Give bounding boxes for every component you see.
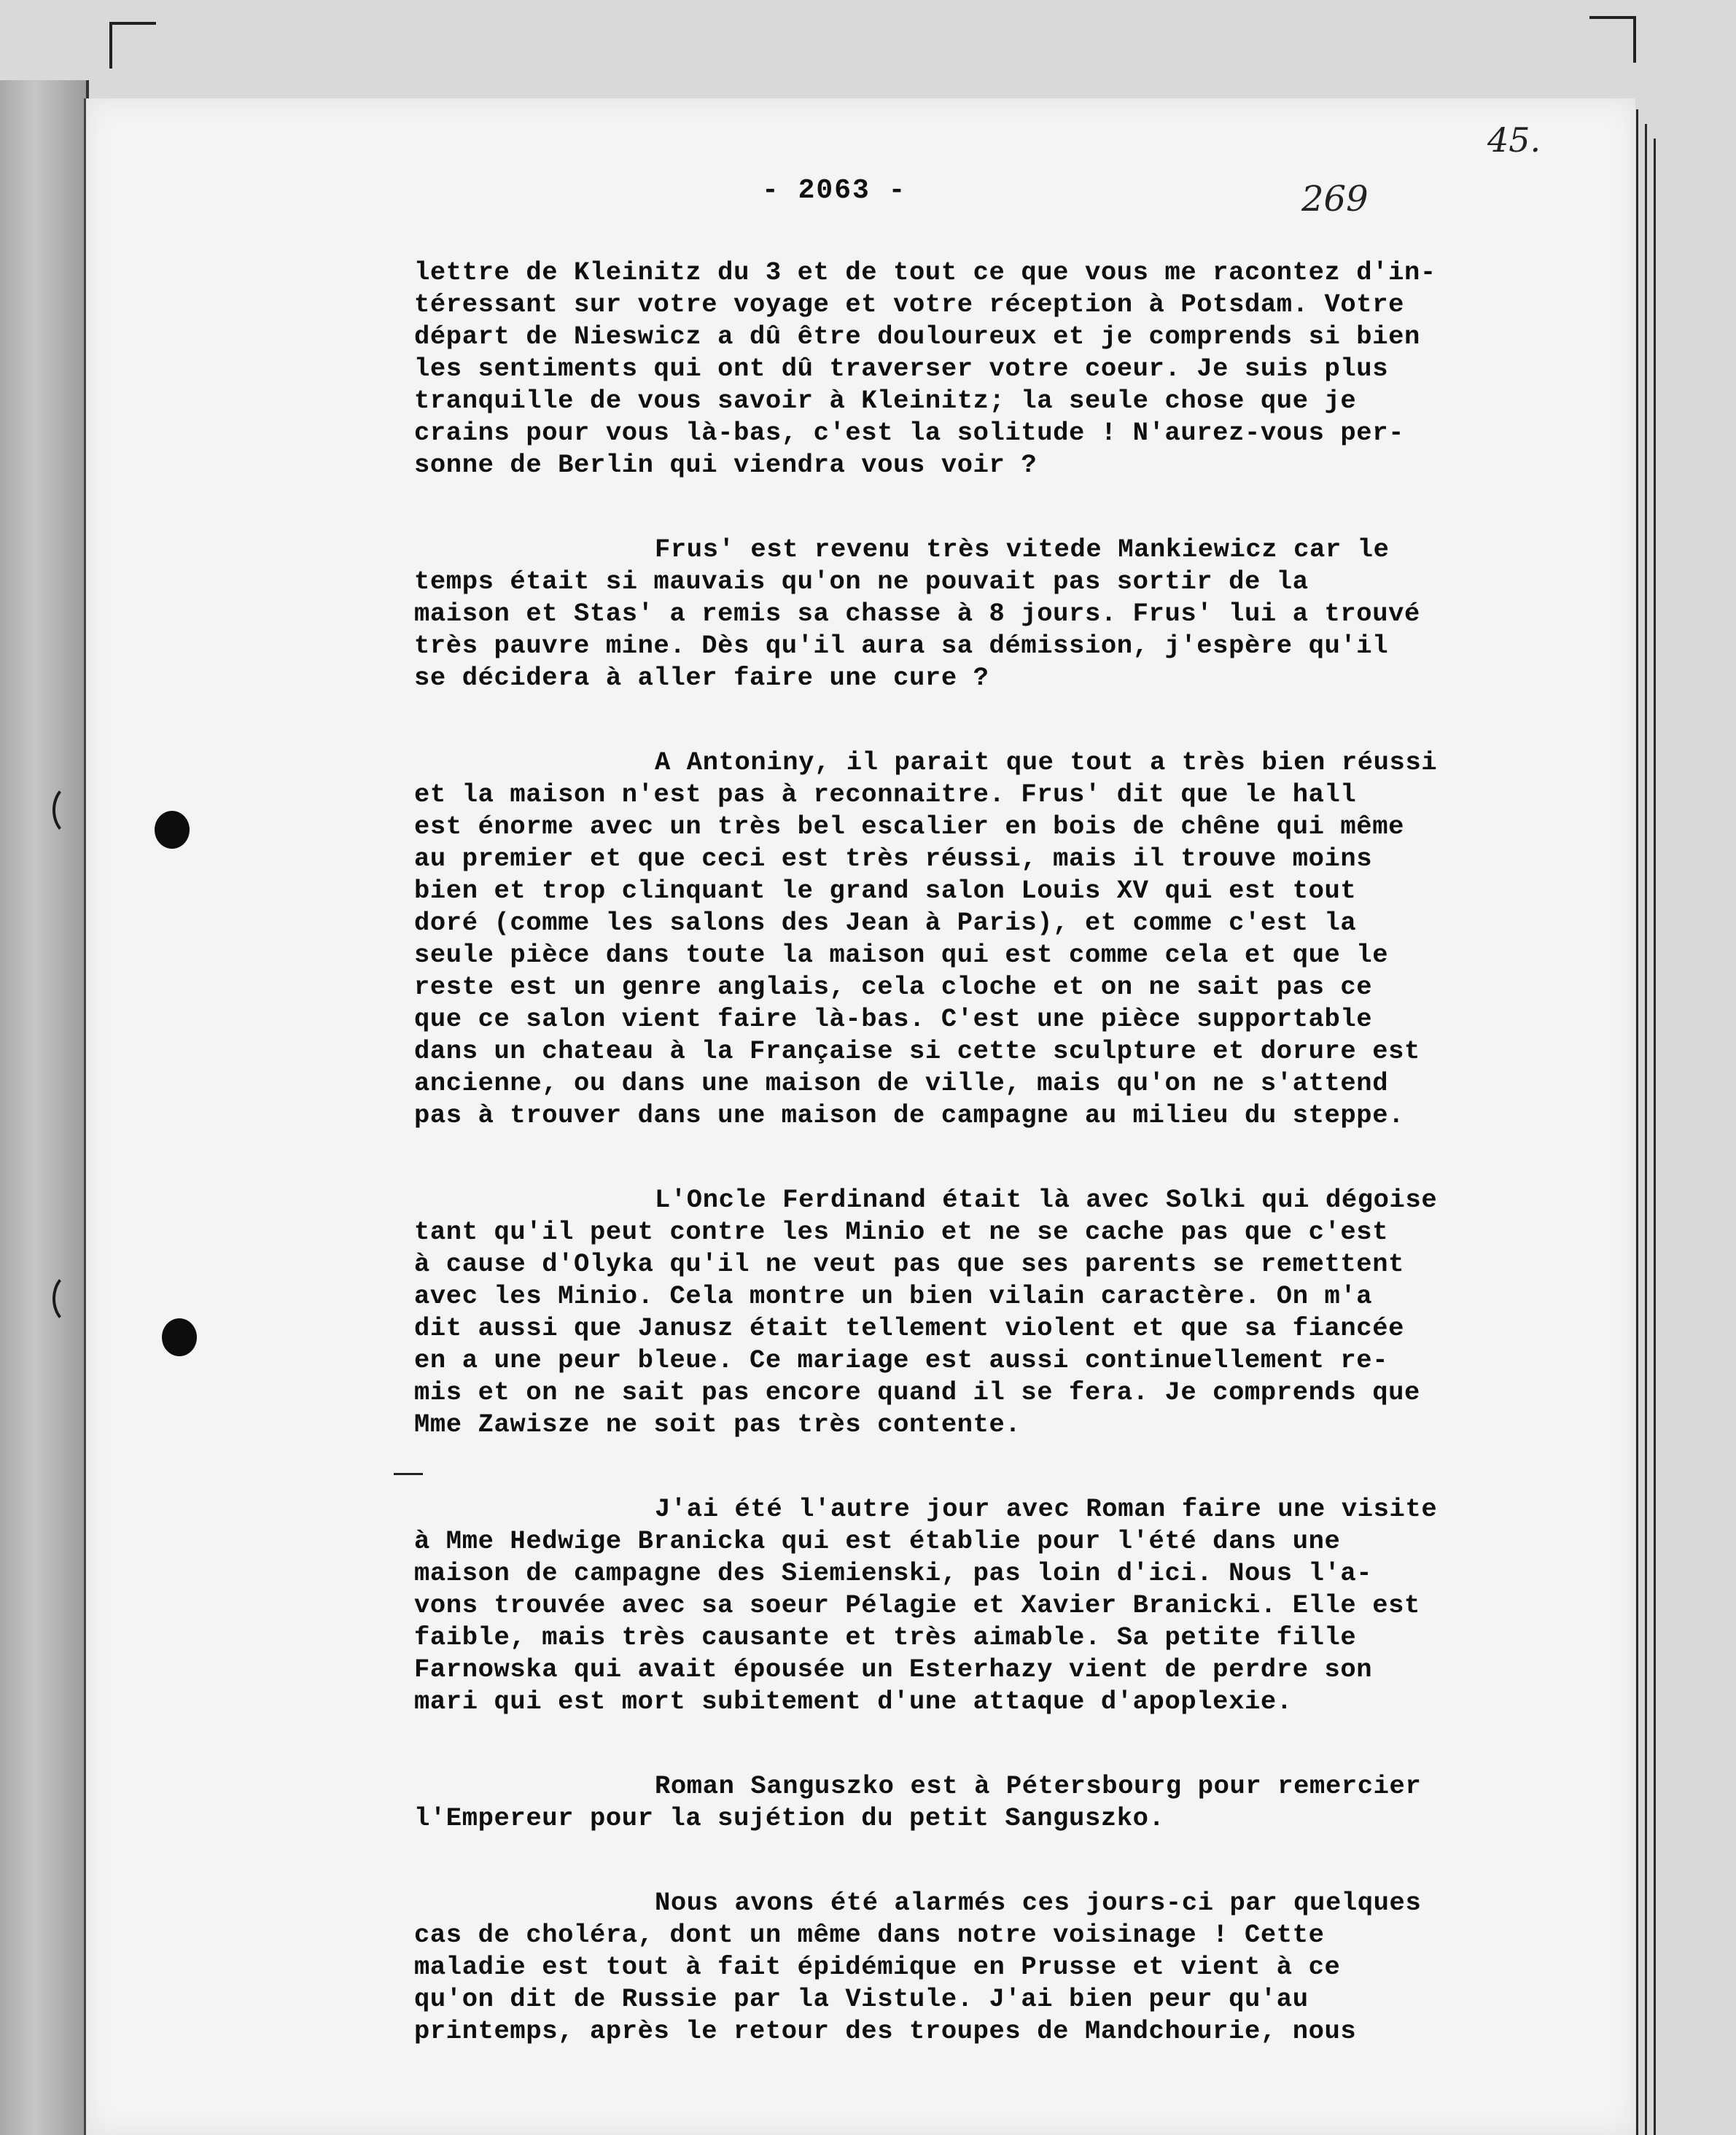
text-line: faible, mais très causante et très aimable. Sa petite fille — [414, 1622, 1357, 1652]
text-line: pas à trouver dans une maison de campagne au milieu du steppe. — [414, 1100, 1405, 1130]
text-line: L'Oncle Ferdinand était là avec Solki qui dégoise — [655, 1185, 1438, 1215]
binder-spine — [0, 80, 87, 2135]
paragraph — [414, 1493, 1617, 1718]
text-line: avec les Minio. Cela montre un bien vilain caractère. On m'a — [414, 1281, 1373, 1311]
text-line: A Antoniny, il parait que tout a très bien réussi — [655, 747, 1438, 777]
text-line: l'Empereur pour la sujétion du petit Sanguszko. — [414, 1803, 1165, 1833]
paragraph — [414, 1770, 1617, 1835]
text-line: ancienne, ou dans une maison de ville, mais qu'on ne s'attend — [414, 1068, 1389, 1098]
page-number: - 2063 - — [762, 175, 907, 206]
paragraph — [414, 257, 1617, 481]
text-line: maison de campagne des Siemienski, pas loin d'ici. Nous l'a- — [414, 1558, 1373, 1588]
text-line: doré (comme les salons des Jean à Paris), et comme c'est la — [414, 908, 1357, 938]
text-line: tranquille de vous savoir à Kleinitz; la seule chose que je — [414, 386, 1357, 416]
text-line: crains pour vous là-bas, c'est la solitude ! N'aurez-vous per- — [414, 418, 1405, 448]
text-line: mis et on ne sait pas encore quand il se fera. Je comprends que — [414, 1377, 1420, 1407]
text-line: bien et trop clinquant le grand salon Louis XV qui est tout — [414, 876, 1357, 906]
text-line: en a une peur bleue. Ce mariage est aussi continuellement re- — [414, 1345, 1389, 1375]
text-line: seule pièce dans toute la maison qui est comme cela et que le — [414, 940, 1389, 970]
text-line: se décidera à aller faire une cure ? — [414, 663, 989, 693]
text-line: à cause d'Olyka qu'il ne veut pas que ses parents se remettent — [414, 1249, 1405, 1279]
text-line: que ce salon vient faire là-bas. C'est une pièce supportable — [414, 1004, 1373, 1034]
text-line: dans un chateau à la Française si cette sculpture et dorure est — [414, 1036, 1420, 1066]
paragraph — [414, 1184, 1617, 1441]
text-line: lettre de Kleinitz du 3 et de tout ce que vous me racontez d'in- — [414, 257, 1436, 287]
text-line: vons trouvée avec sa soeur Pélagie et Xavier Branicki. Elle est — [414, 1590, 1420, 1620]
paragraph — [414, 534, 1617, 694]
letter-body — [414, 257, 1617, 2100]
paragraph — [414, 747, 1617, 1132]
text-line: printemps, après le retour des troupes de Mandchourie, nous — [414, 2016, 1357, 2046]
text-line: les sentiments qui ont dû traverser votre coeur. Je suis plus — [414, 354, 1389, 384]
page-stack-edge — [1654, 139, 1656, 2135]
text-line: J'ai été l'autre jour avec Roman faire une visite — [655, 1494, 1438, 1524]
corner-mark: 45. — [1487, 120, 1541, 160]
text-line: Roman Sanguszko est à Pétersbourg pour remercier — [655, 1771, 1422, 1801]
punch-hole-ring — [52, 1272, 92, 1325]
text-line: téressant sur votre voyage et votre réception à Potsdam. Votre — [414, 289, 1405, 319]
text-line: maladie est tout à fait épidémique en Prusse et vient à ce — [414, 1952, 1341, 1982]
text-line: à Mme Hedwige Branicka qui est établie pour l'été dans une — [414, 1526, 1341, 1556]
folio-number: 269 — [1301, 179, 1369, 219]
punch-hole — [162, 1318, 197, 1356]
text-line: au premier et que ceci est très réussi, mais il trouve moins — [414, 844, 1373, 874]
text-line: Farnowska qui avait épousée un Esterhazy vient de perdre son — [414, 1654, 1373, 1684]
text-line: Nous avons été alarmés ces jours-ci par quelques — [655, 1888, 1422, 1918]
punch-hole — [155, 811, 190, 849]
crop-mark-top-left — [109, 22, 156, 69]
text-line: est énorme avec un très bel escalier en bois de chêne qui même — [414, 812, 1405, 841]
text-line: départ de Nieswicz a dû être douloureux et je comprends si bien — [414, 322, 1420, 351]
text-line: dit aussi que Janusz était tellement violent et que sa fiancée — [414, 1313, 1405, 1343]
crop-mark-top-right — [1589, 16, 1636, 63]
text-line: et la maison n'est pas à reconnaitre. Frus' dit que le hall — [414, 779, 1357, 809]
text-line: très pauvre mine. Dès qu'il aura sa démission, j'espère qu'il — [414, 631, 1389, 661]
text-line: mari qui est mort subitement d'une attaque d'apoplexie. — [414, 1687, 1293, 1716]
text-line: maison et Stas' a remis sa chasse à 8 jours. Frus' lui a trouvé — [414, 599, 1420, 629]
page-stack-edge — [1645, 124, 1647, 2135]
text-line: qu'on dit de Russie par la Vistule. J'ai bien peur qu'au — [414, 1984, 1309, 2014]
text-line: Frus' est revenu très vitede Mankiewicz car le — [655, 534, 1390, 564]
text-line: Mme Zawisze ne soit pas très contente. — [414, 1409, 1021, 1439]
text-line: cas de choléra, dont un même dans notre voisinage ! Cette — [414, 1920, 1325, 1950]
text-line: tant qu'il peut contre les Minio et ne se cache pas que c'est — [414, 1217, 1389, 1247]
text-line: sonne de Berlin qui viendra vous voir ? — [414, 450, 1038, 480]
page-stack-edge — [1636, 109, 1638, 2135]
paragraph — [414, 1887, 1617, 2048]
punch-hole-ring — [52, 784, 92, 836]
text-line: temps était si mauvais qu'on ne pouvait pas sortir de la — [414, 567, 1309, 596]
text-line: reste est un genre anglais, cela cloche et on ne sait pas ce — [414, 972, 1373, 1002]
